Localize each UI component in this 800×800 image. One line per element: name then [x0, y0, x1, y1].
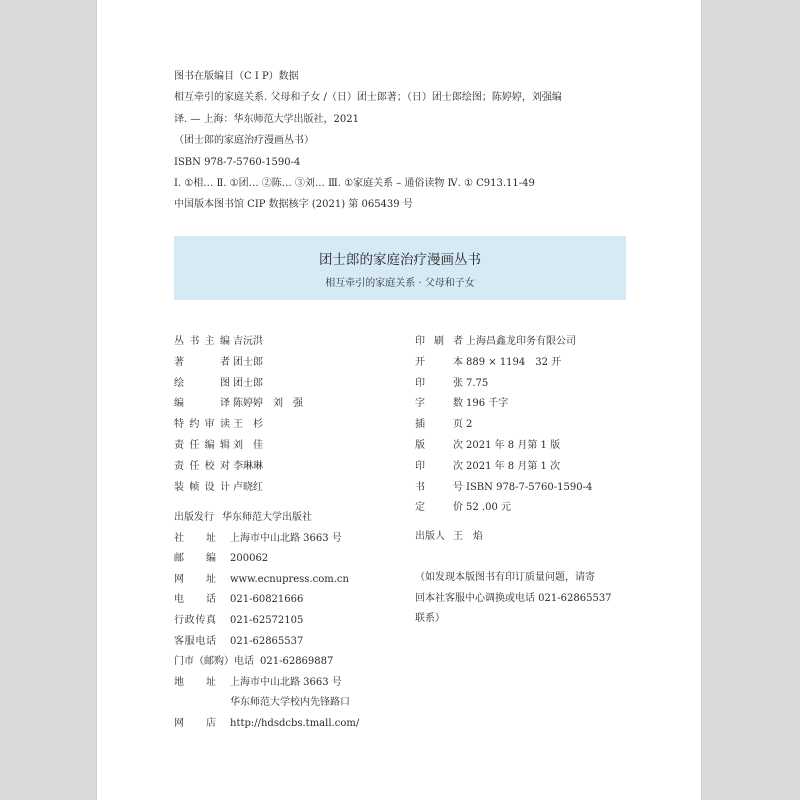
credit-value: 刘 佳 — [233, 439, 263, 451]
cip-record-number: 中国版本图书馆 CIP 数据核字 (2021) 第 065439 号 — [174, 199, 413, 211]
credit-value: 陈婷婷 刘 强 — [233, 398, 303, 410]
pub-row — [174, 508, 359, 529]
credit-row — [174, 436, 303, 457]
print-value: 889 × 1194 32 开 — [466, 356, 562, 368]
cip-line: 相互牵引的家庭关系. 父母和子女 /（日）团士郎著；（日）团士郎绘图；陈婷婷，刘强编 — [174, 92, 562, 104]
pub-value: 021-62572105 — [230, 614, 304, 626]
pub-row — [174, 529, 359, 550]
print-row — [415, 332, 592, 353]
credit-value: 团士郎 — [233, 356, 263, 368]
cip-line: （团士郎的家庭治疗漫画丛书） — [174, 135, 314, 147]
credit-row — [174, 374, 303, 395]
pub-value: www.ecnupress.com.cn — [230, 573, 349, 585]
print-label: 开 本 — [415, 356, 463, 368]
notice-line: （如发现本版图书有印订质量问题，请寄 — [415, 572, 595, 583]
cip-block — [174, 66, 644, 216]
print-row — [415, 478, 592, 499]
pub-label: 邮 编 — [174, 553, 216, 565]
pub-value: http://hdsdcbs.tmall.com/ — [230, 717, 360, 729]
print-label: 定 价 — [415, 502, 463, 514]
cip-classification: Ⅰ. ①相… Ⅱ. ①团… ②陈… ③刘… Ⅲ. ①家庭关系 – 通俗读物 Ⅳ. ① C913.11-49 — [174, 177, 535, 189]
print-label: 字 数 — [415, 398, 463, 410]
pub-label: 地 址 — [174, 676, 216, 688]
credit-value: 卢晓红 — [233, 481, 263, 493]
credit-label: 绘 图 — [174, 377, 230, 389]
staff-credits — [174, 332, 303, 498]
credit-label: 丛书主编 — [174, 336, 230, 347]
pub-label: 行政传真 — [174, 614, 216, 626]
cip-heading: 图书在版编目（C I P）数据 — [174, 71, 299, 82]
notice-line: 联系） — [415, 613, 445, 625]
copyright-page — [97, 0, 701, 800]
series-subtitle: 相互牵引的家庭关系 · 父母和子女 — [325, 278, 475, 289]
pub-value: 上海市中山北路 3663 号 — [230, 676, 342, 688]
print-row — [415, 353, 592, 374]
series-title: 团士郎的家庭治疗漫画丛书 — [319, 252, 481, 268]
cip-line: 译. — 上海：华东师范大学出版社，2021 — [174, 113, 359, 125]
print-value: 2021 年 8 月第 1 次 — [466, 460, 561, 472]
print-label: 书 号 — [415, 481, 463, 493]
print-row — [415, 498, 592, 519]
pub-row — [174, 632, 359, 653]
pub-row — [174, 590, 359, 611]
print-value: 上海昌鑫龙印务有限公司 — [466, 336, 576, 347]
print-value: 2021 年 8 月第 1 版 — [466, 439, 561, 451]
pub-label: 客服电话 — [174, 635, 216, 647]
credit-label: 责任编辑 — [174, 439, 230, 451]
print-value: 7.75 — [466, 377, 489, 389]
pub-label: 出版发行 — [174, 512, 214, 523]
pub-label: 社 址 — [174, 532, 216, 544]
credit-value: 吉沅洪 — [233, 336, 263, 347]
print-label: 印刷者 — [415, 336, 463, 347]
credit-row — [174, 478, 303, 499]
print-value: ISBN 978-7-5760-1590-4 — [466, 481, 593, 493]
print-row — [415, 457, 592, 478]
credit-label: 著 者 — [174, 356, 230, 368]
credit-row — [174, 394, 303, 415]
print-value: 196 千字 — [466, 398, 509, 410]
pub-row — [174, 611, 359, 632]
print-label: 插 页 — [415, 419, 463, 431]
pub-value: 021-62865537 — [230, 635, 304, 647]
printing-details — [415, 332, 592, 519]
cip-isbn: ISBN 978-7-5760-1590-4 — [174, 156, 301, 168]
pub-label: 门市（邮购）电话 — [174, 656, 254, 668]
print-row — [415, 436, 592, 457]
pub-label: 电 话 — [174, 594, 216, 606]
quality-notice — [415, 568, 635, 630]
pub-value: 华东师范大学出版社 — [222, 512, 312, 523]
print-row — [415, 415, 592, 436]
credit-label: 编 译 — [174, 398, 230, 410]
credit-value: 王 杉 — [233, 419, 263, 431]
publisher-value: 王 焰 — [453, 531, 483, 542]
print-value: 52 .00 元 — [466, 502, 511, 514]
pub-row — [174, 549, 359, 570]
credit-label: 责任校对 — [174, 460, 230, 472]
notice-line: 回本社客服中心调换或电话 021-62865537 — [415, 592, 612, 604]
credit-row — [174, 415, 303, 436]
credit-row — [174, 332, 303, 353]
pub-row — [174, 652, 359, 673]
credit-value: 李琳琳 — [233, 460, 263, 472]
credit-row — [174, 457, 303, 478]
print-row — [415, 374, 592, 395]
print-label: 印 张 — [415, 377, 463, 389]
pub-row — [174, 693, 359, 714]
credit-value: 团士郎 — [233, 377, 263, 389]
print-label: 印 次 — [415, 460, 463, 472]
publisher-line — [415, 527, 483, 542]
pub-row — [174, 570, 359, 591]
pub-label: 网 店 — [174, 717, 216, 729]
pub-row — [174, 673, 359, 694]
pub-value: 上海市中山北路 3663 号 — [230, 532, 342, 544]
credit-label: 装帧设计 — [174, 481, 230, 493]
pub-value: 021-62869887 — [260, 656, 334, 668]
publisher-label: 出版人 — [415, 531, 445, 542]
credit-label: 特约审读 — [174, 419, 230, 431]
pub-value: 200062 — [230, 553, 269, 565]
pub-label: 网 址 — [174, 573, 216, 585]
pub-row — [174, 714, 359, 735]
print-label: 版 次 — [415, 439, 463, 451]
pub-value: 华东师范大学校内先锋路口 — [230, 697, 350, 709]
credit-row — [174, 353, 303, 374]
publishing-details — [174, 508, 359, 735]
print-row — [415, 394, 592, 415]
print-value: 2 — [466, 419, 473, 431]
pub-value: 021-60821666 — [230, 594, 304, 606]
pub-label — [174, 693, 216, 714]
series-banner — [174, 236, 626, 300]
